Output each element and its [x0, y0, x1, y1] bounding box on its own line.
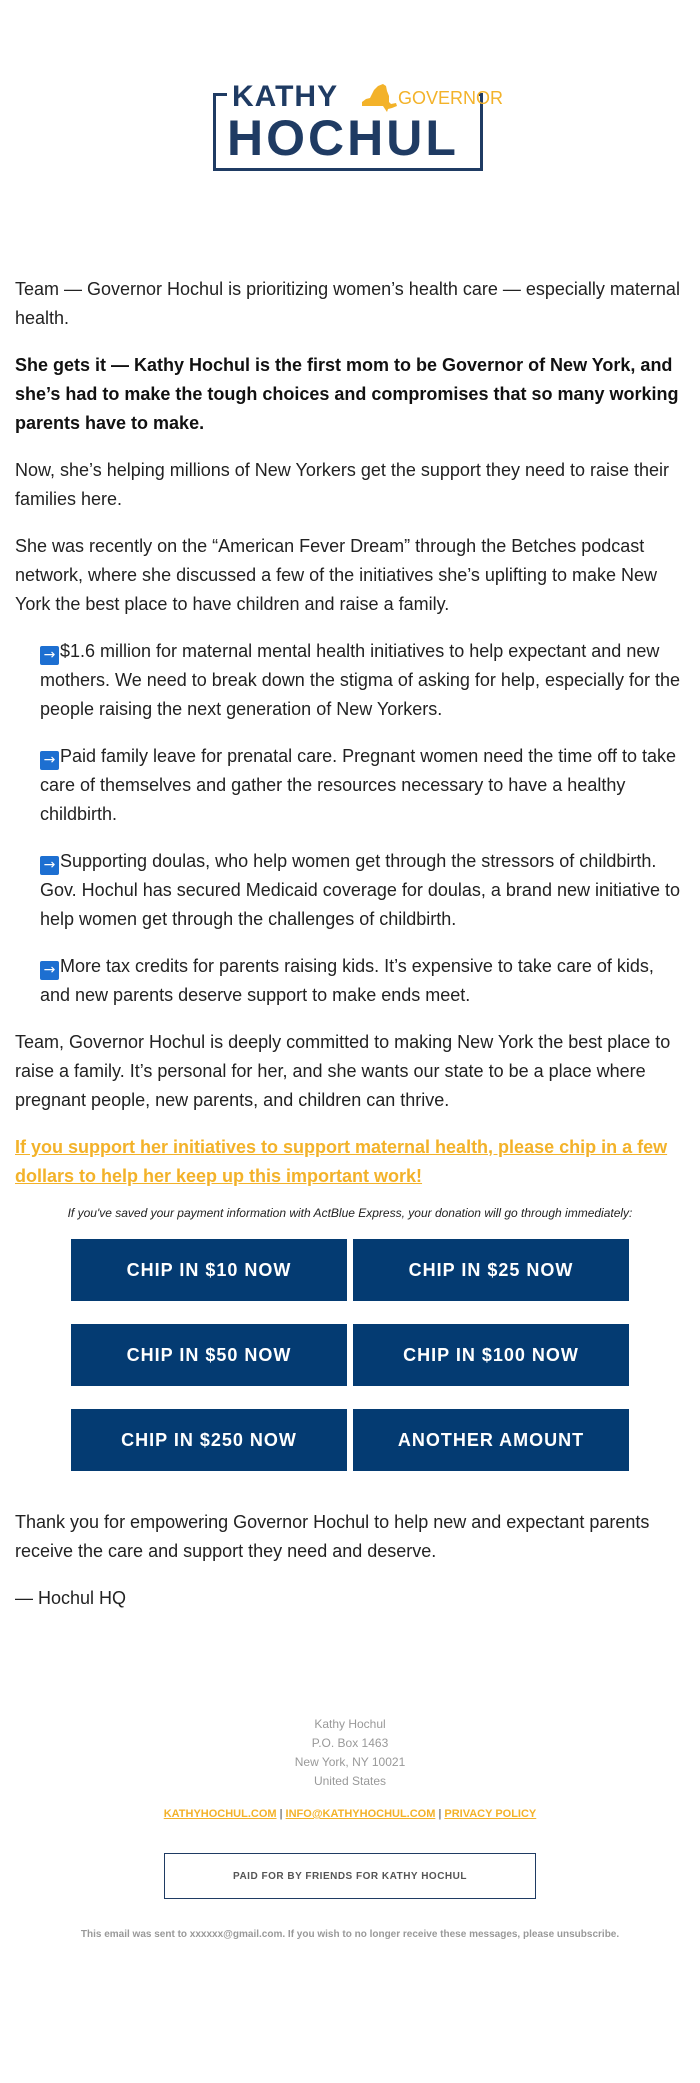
address-line: United States — [313, 1774, 387, 1788]
list-item — [40, 847, 685, 934]
footer-address — [0, 1715, 700, 1791]
email-link[interactable]: INFO@KATHYHOCHUL.COM — [285, 1808, 436, 1820]
right-arrow-icon: → — [40, 856, 59, 875]
logo-hochul-text: HOCHUL — [227, 110, 459, 166]
chip-in-10-button[interactable]: CHIP IN $10 NOW — [71, 1239, 347, 1301]
privacy-policy-link[interactable]: PRIVACY POLICY — [444, 1808, 537, 1820]
list-item-text: More tax credits for parents raising kids. It’s expensive to take care of kids, and new parents deserve support to make ends meet. — [40, 956, 654, 1005]
chip-in-50-button[interactable]: CHIP IN $50 NOW — [71, 1324, 347, 1386]
address-line: Kathy Hochul — [314, 1717, 386, 1731]
intro-paragraph: Team — Governor Hochul is prioritizing women’s health care — especially maternal health. — [15, 279, 680, 328]
address-line: P.O. Box 1463 — [311, 1736, 389, 1750]
right-arrow-icon: → — [40, 646, 59, 665]
another-amount-button[interactable]: ANOTHER AMOUNT — [353, 1409, 629, 1471]
new-york-state-icon — [356, 82, 398, 112]
podcast-paragraph: She was recently on the “American Fever Dream” through the Betches podcast network, where she discussed a few of the initiatives she’s uplifting to make New York the best place to have children and raise a family. — [15, 536, 657, 614]
link-separator: | — [279, 1808, 283, 1820]
logo-kathy-text: KATHY — [232, 80, 339, 113]
bold-paragraph: She gets it — Kathy Hochul is the first mom to be Governor of New York, and she’s had to make the tough choices and compromises that so many working parents have to make. — [15, 355, 679, 433]
list-item — [40, 952, 685, 1010]
closing-section — [15, 1508, 685, 1631]
list-item-text: Paid family leave for prenatal care. Pregnant women need the time off to take care of themselves and gather the resources necessary to have a healthy childbirth. — [40, 746, 677, 824]
email-body — [15, 275, 685, 1209]
address-line: New York, NY 10021 — [294, 1755, 406, 1769]
campaign-logo — [210, 80, 504, 175]
list-item — [40, 742, 685, 829]
right-arrow-icon: → — [40, 751, 59, 770]
actblue-express-note: If you've saved your payment information with ActBlue Express, your donation will go through immediately: — [67, 1206, 633, 1220]
footer-links — [0, 1808, 700, 1820]
paid-for-disclaimer: PAID FOR BY FRIENDS FOR KATHY HOCHUL — [164, 1853, 536, 1899]
logo-governor-text: GOVERNOR — [398, 88, 504, 108]
chip-in-250-button[interactable]: CHIP IN $250 NOW — [71, 1409, 347, 1471]
donate-cta-link[interactable]: If you support her initiatives to support maternal health, please chip in a few dollars to help her keep up this important work! — [15, 1137, 668, 1186]
unsubscribe-text[interactable]: This email was sent to xxxxxx@gmail.com. If you wish to no longer receive these messages, please unsubscribe. — [80, 1929, 620, 1940]
initiatives-list — [40, 637, 685, 1010]
thank-you-paragraph: Thank you for empowering Governor Hochul to help new and expectant parents receive the care and support they need and deserve. — [15, 1512, 650, 1561]
list-item-text: $1.6 million for maternal mental health initiatives to help expectant and new mothers. We need to break down the stigma of asking for help, especially for the people raising the next generation of New Yorkers. — [40, 641, 681, 719]
chip-in-25-button[interactable]: CHIP IN $25 NOW — [353, 1239, 629, 1301]
website-link[interactable]: KATHYHOCHUL.COM — [163, 1808, 277, 1820]
link-separator: | — [438, 1808, 442, 1820]
commitment-paragraph: Team, Governor Hochul is deeply committed to making New York the best place to raise a family. It’s personal for her, and she wants our state to be a place where pregnant people, new parents, and children can thrive. — [15, 1032, 671, 1110]
support-paragraph: Now, she’s helping millions of New Yorkers get the support they need to raise their families here. — [15, 460, 670, 509]
list-item — [40, 637, 685, 724]
signature: — Hochul HQ — [15, 1588, 127, 1608]
right-arrow-icon: → — [40, 961, 59, 980]
logo-frame-top-left — [213, 93, 227, 96]
list-item-text: Supporting doulas, who help women get through the stressors of childbirth. Gov. Hochul has secured Medicaid coverage for doulas, a brand new initiative to help women get through the challenges of childbirth. — [40, 851, 681, 929]
chip-in-100-button[interactable]: CHIP IN $100 NOW — [353, 1324, 629, 1386]
